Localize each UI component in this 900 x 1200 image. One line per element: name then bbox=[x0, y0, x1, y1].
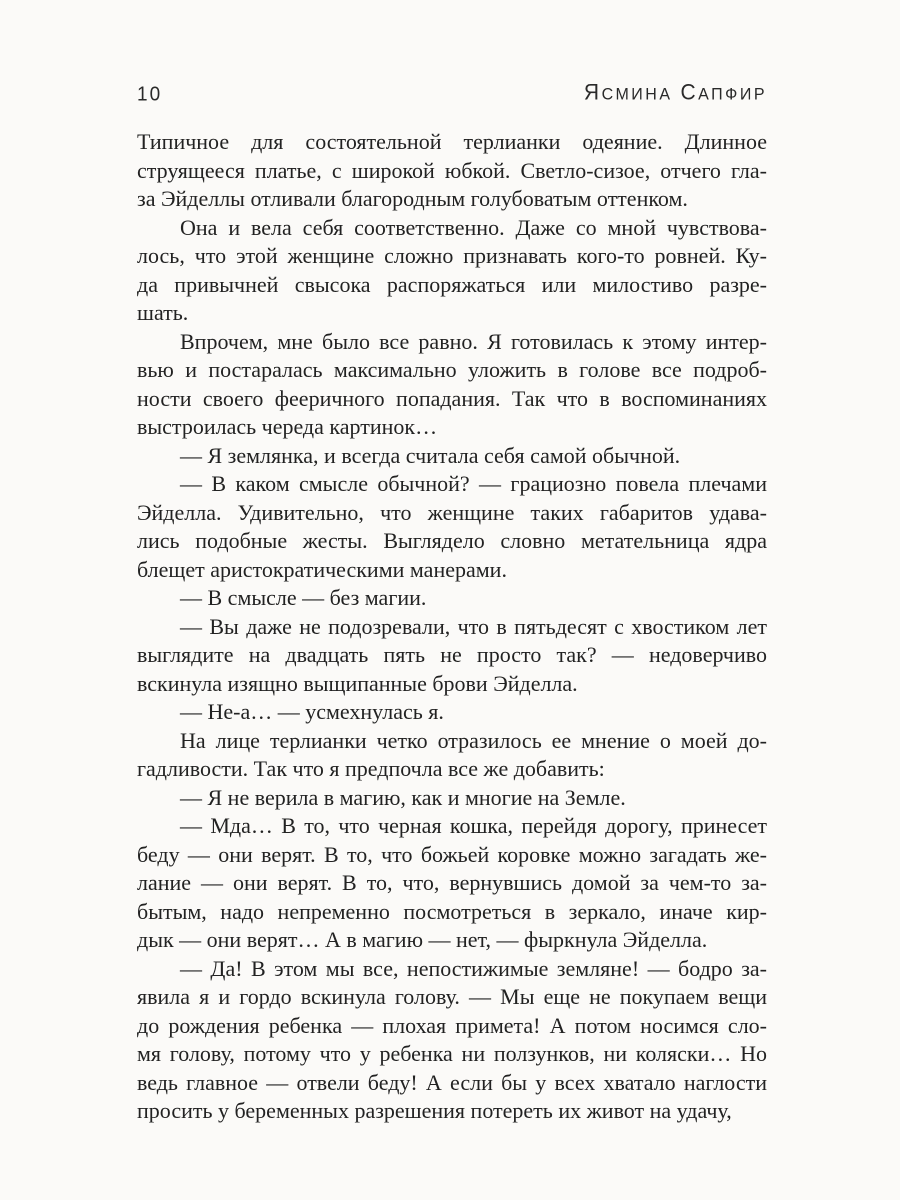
text-line: ности своего фееричного попадания. Так что в воспоминаниях bbox=[137, 385, 767, 411]
paragraph bbox=[137, 613, 767, 699]
text-line: ведь главное — отвели беду! А если бы у всех хватало наглости bbox=[137, 1069, 767, 1095]
text-line: вью и постаралась максимально уложить в голове все подроб- bbox=[137, 357, 767, 382]
text-line: — Я не верила в магию, как и многие на Земле. bbox=[180, 784, 626, 810]
paragraph bbox=[137, 442, 767, 471]
body-text bbox=[137, 128, 767, 1126]
text-line: выглядите на двадцать пять не просто так? — недоверчиво bbox=[137, 642, 767, 667]
text-line: просить у беременных разрешения потереть их живот на удачу, bbox=[137, 1098, 732, 1123]
paragraph bbox=[137, 128, 767, 214]
text-line: — В смысле — без магии. bbox=[180, 585, 427, 610]
text-line: мя голову, потому что у ребенка ни ползунков, ни коляски… Но bbox=[137, 1041, 767, 1066]
text-line: беду — они верят. В то, что божьей коровке можно загадать же- bbox=[137, 841, 767, 867]
text-line: — Мда… В то, что черная кошка, перейдя дорогу, принесет bbox=[180, 813, 767, 838]
text-line: да привычней свысока распоряжаться или милостиво разре- bbox=[137, 271, 767, 297]
paragraph bbox=[137, 812, 767, 955]
text-line: — Я землянка, и всегда считала себя самой обычной. bbox=[180, 442, 681, 468]
paragraph bbox=[137, 698, 767, 727]
text-line: за Эйделлы отливали благородным голубоватым оттенком. bbox=[137, 186, 688, 211]
page-number: 10 bbox=[137, 83, 163, 106]
text-line: лись подобные жесты. Выглядело словно метательница ядра bbox=[137, 528, 767, 553]
text-line: Типичное для состоятельной терлианки одеяние. Длинное bbox=[137, 129, 767, 154]
text-line: шать. bbox=[137, 300, 189, 325]
text-line: Впрочем, мне было все равно. Я готовилась к этому интер- bbox=[180, 328, 767, 354]
text-line: выстроилась череда картинок… bbox=[137, 414, 438, 439]
text-line: лось, что этой женщине сложно признавать кого-то ровней. Ку- bbox=[137, 243, 767, 268]
paragraph bbox=[137, 470, 767, 584]
paragraph bbox=[137, 727, 767, 784]
text-line: вскинула изящно выщипанные брови Эйделла. bbox=[137, 670, 578, 696]
text-line: блещет аристократическими манерами. bbox=[137, 556, 507, 582]
paragraph bbox=[137, 328, 767, 442]
text-line: — Не-а… — усмехнулась я. bbox=[180, 699, 444, 724]
running-header bbox=[137, 82, 767, 106]
text-line: Она и вела себя соответственно. Даже со мной чувствова- bbox=[180, 214, 767, 240]
text-line: Эйделла. Удивительно, что женщине таких габаритов удава- bbox=[137, 499, 767, 525]
text-line: до рождения ребенка — плохая примета! А потом носимся сло- bbox=[137, 1012, 767, 1038]
text-line: бытым, надо непременно посмотреться в зеркало, иначе кир- bbox=[137, 898, 767, 924]
text-line: струящееся платье, с широкой юбкой. Светло-сизое, отчего гла- bbox=[137, 157, 767, 183]
text-line: лание — они верят. В то, что, вернувшись домой за чем-то за- bbox=[137, 870, 767, 895]
running-head-word: САПФИР bbox=[680, 80, 767, 105]
running-head-word: ЯСМИНА bbox=[583, 80, 673, 105]
paragraph bbox=[137, 955, 767, 1126]
text-line: — Да! В этом мы все, непостижимые земляне! — бодро за- bbox=[180, 955, 767, 981]
paragraph bbox=[137, 584, 767, 613]
text-line: явила я и гордо вскинула голову. — Мы еще не покупаем вещи bbox=[137, 984, 767, 1009]
text-line: На лице терлианки четко отразилось ее мнение о моей до- bbox=[180, 727, 767, 753]
paragraph bbox=[137, 214, 767, 328]
text-line: гадливости. Так что я предпочла все же добавить: bbox=[137, 756, 605, 781]
running-head-author bbox=[576, 81, 767, 106]
text-line: — В каком смысле обычной? — грациозно повела плечами bbox=[180, 471, 767, 496]
paragraph bbox=[137, 784, 767, 813]
text-line: — Вы даже не подозревали, что в пятьдесят с хвостиком лет bbox=[180, 613, 767, 639]
text-line: дык — они верят… А в магию — нет, — фыркнула Эйделла. bbox=[137, 927, 708, 952]
